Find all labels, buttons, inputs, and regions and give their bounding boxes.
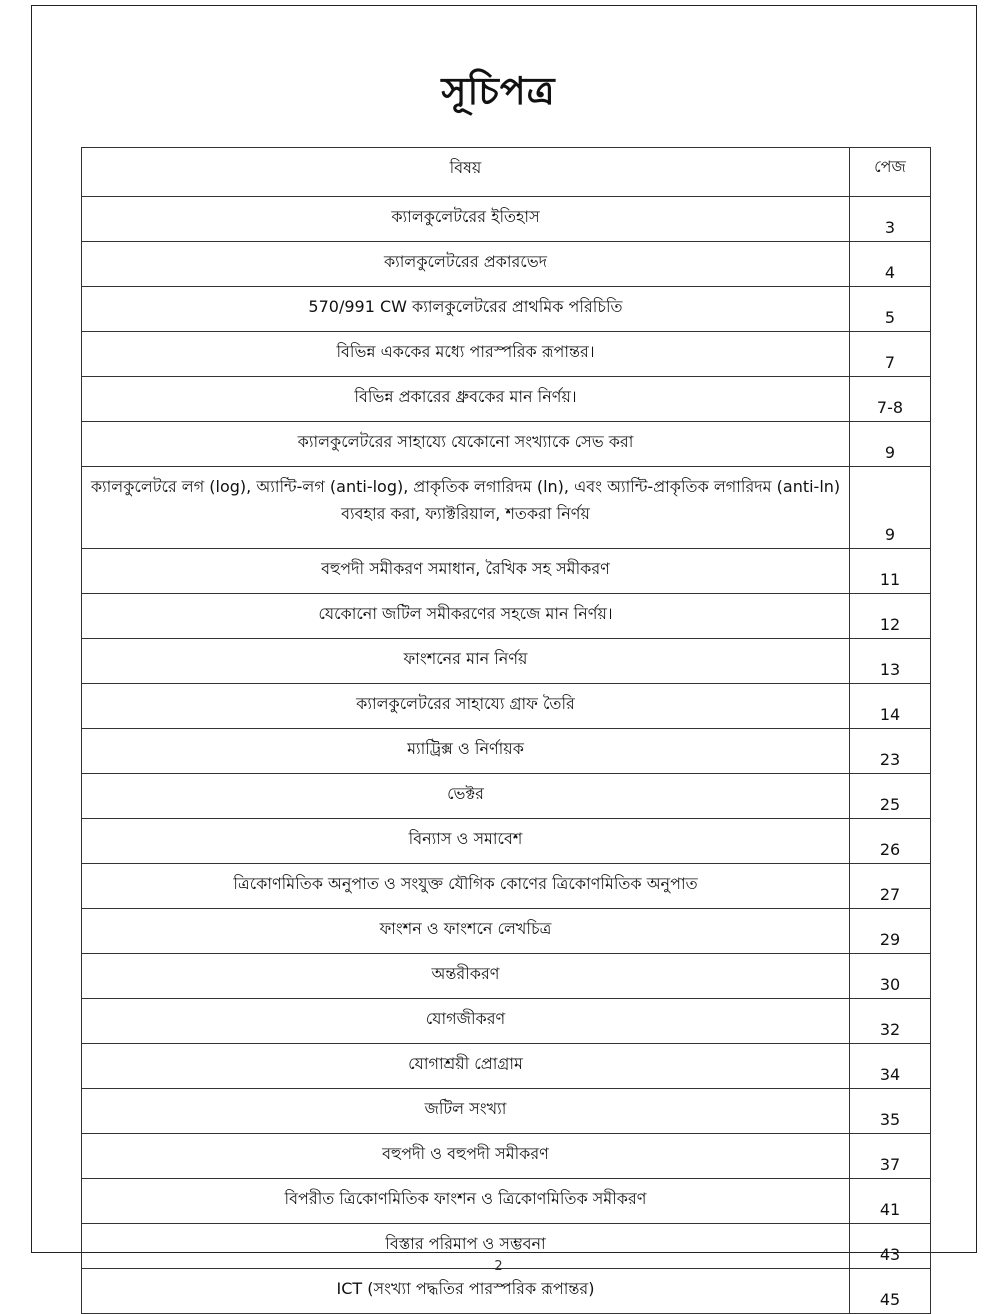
- row-topic: ফাংশনের মান নির্ণয়: [82, 639, 850, 684]
- table-row: [82, 819, 931, 864]
- page-title: সূচিপত্র: [441, 69, 556, 113]
- table-row: [82, 1179, 931, 1224]
- row-page: 13: [850, 639, 931, 684]
- row-page: 3: [850, 197, 931, 242]
- row-page: 4: [850, 242, 931, 287]
- row-topic: 570/991 CW ক্যালকুলেটরের প্রাথমিক পরিচিতি: [82, 287, 850, 332]
- row-topic: বিপরীত ত্রিকোণমিতিক ফাংশন ও ত্রিকোণমিতিক সমীকরণ: [82, 1179, 850, 1224]
- row-page: 45: [850, 1269, 931, 1314]
- row-topic: অন্তরীকরণ: [82, 954, 850, 999]
- table-row: [82, 332, 931, 377]
- row-topic: ম্যাট্রিক্স ও নির্ণায়ক: [82, 729, 850, 774]
- table-row: [82, 467, 931, 549]
- header-topic: বিষয়: [82, 148, 850, 197]
- row-topic: বিভিন্ন এককের মধ্যে পারস্পরিক রূপান্তর।: [82, 332, 850, 377]
- row-page: 34: [850, 1044, 931, 1089]
- row-topic: জটিল সংখ্যা: [82, 1089, 850, 1134]
- table-row: [82, 774, 931, 819]
- row-topic: ভেক্টর: [82, 774, 850, 819]
- row-page: 5: [850, 287, 931, 332]
- row-topic: ফাংশন ও ফাংশনে লেখচিত্র: [82, 909, 850, 954]
- row-page: 25: [850, 774, 931, 819]
- table-row: [82, 1044, 931, 1089]
- table-row: [82, 729, 931, 774]
- row-page: 30: [850, 954, 931, 999]
- table-row: [82, 594, 931, 639]
- header-page: পেজ: [850, 148, 931, 197]
- table-row: [82, 864, 931, 909]
- row-page: 12: [850, 594, 931, 639]
- row-topic: যেকোনো জটিল সমীকরণের সহজে মান নির্ণয়।: [82, 594, 850, 639]
- row-topic: যোগাশ্রয়ী প্রোগ্রাম: [82, 1044, 850, 1089]
- row-page: 11: [850, 549, 931, 594]
- row-topic: ক্যালকুলেটরে লগ (log), অ্যান্টি-লগ (anti-log), প্রাকৃতিক লগারিদম (ln), এবং অ্যান্টি-প্রাকৃতিক লগারিদম (anti-ln) ব্যবহার করা, ফ্যাক্টরিয়াল, শতকরা নির্ণয়: [82, 467, 850, 549]
- page-number: 2: [494, 1259, 503, 1274]
- row-page: 43: [850, 1224, 931, 1269]
- table-row: [82, 954, 931, 999]
- table-row: [82, 639, 931, 684]
- contents-table: [81, 147, 931, 1314]
- row-topic: ক্যালকুলেটরের সাহায্যে যেকোনো সংখ্যাকে সেভ করা: [82, 422, 850, 467]
- row-topic: বহুপদী ও বহুপদী সমীকরণ: [82, 1134, 850, 1179]
- row-topic: ত্রিকোণমিতিক অনুপাত ও সংযুক্ত যৌগিক কোণের ত্রিকোণমিতিক অনুপাত: [82, 864, 850, 909]
- row-page: 7-8: [850, 377, 931, 422]
- table-row: [82, 549, 931, 594]
- table-row: [82, 287, 931, 332]
- table-row: [82, 1269, 931, 1314]
- row-page: 37: [850, 1134, 931, 1179]
- row-page: 23: [850, 729, 931, 774]
- row-topic: ক্যালকুলেটরের ইতিহাস: [82, 197, 850, 242]
- table-row: [82, 377, 931, 422]
- row-topic: বিন্যাস ও সমাবেশ: [82, 819, 850, 864]
- row-page: 9: [850, 422, 931, 467]
- row-topic: যোগজীকরণ: [82, 999, 850, 1044]
- row-page: 26: [850, 819, 931, 864]
- row-topic: বহুপদী সমীকরণ সমাধান, রৈখিক সহ সমীকরণ: [82, 549, 850, 594]
- table-row: [82, 422, 931, 467]
- table-row: [82, 242, 931, 287]
- table-row: [82, 909, 931, 954]
- row-page: 9: [850, 467, 931, 549]
- row-topic: ICT (সংখ্যা পদ্ধতির পারস্পরিক রূপান্তর): [82, 1269, 850, 1314]
- table-row: [82, 684, 931, 729]
- row-page: 29: [850, 909, 931, 954]
- row-page: 14: [850, 684, 931, 729]
- table-row: [82, 999, 931, 1044]
- row-topic: বিভিন্ন প্রকারের ধ্রুবকের মান নির্ণয়।: [82, 377, 850, 422]
- row-page: 27: [850, 864, 931, 909]
- row-page: 35: [850, 1089, 931, 1134]
- row-page: 7: [850, 332, 931, 377]
- table-row: [82, 197, 931, 242]
- row-topic: ক্যালকুলেটরের সাহায্যে গ্রাফ তৈরি: [82, 684, 850, 729]
- table-header-row: [82, 148, 931, 197]
- row-topic: ক্যালকুলেটরের প্রকারভেদ: [82, 242, 850, 287]
- row-page: 41: [850, 1179, 931, 1224]
- table-row: [82, 1134, 931, 1179]
- row-page: 32: [850, 999, 931, 1044]
- table-row: [82, 1089, 931, 1134]
- row-topic: বিস্তার পরিমাপ ও সম্ভবনা: [82, 1224, 850, 1269]
